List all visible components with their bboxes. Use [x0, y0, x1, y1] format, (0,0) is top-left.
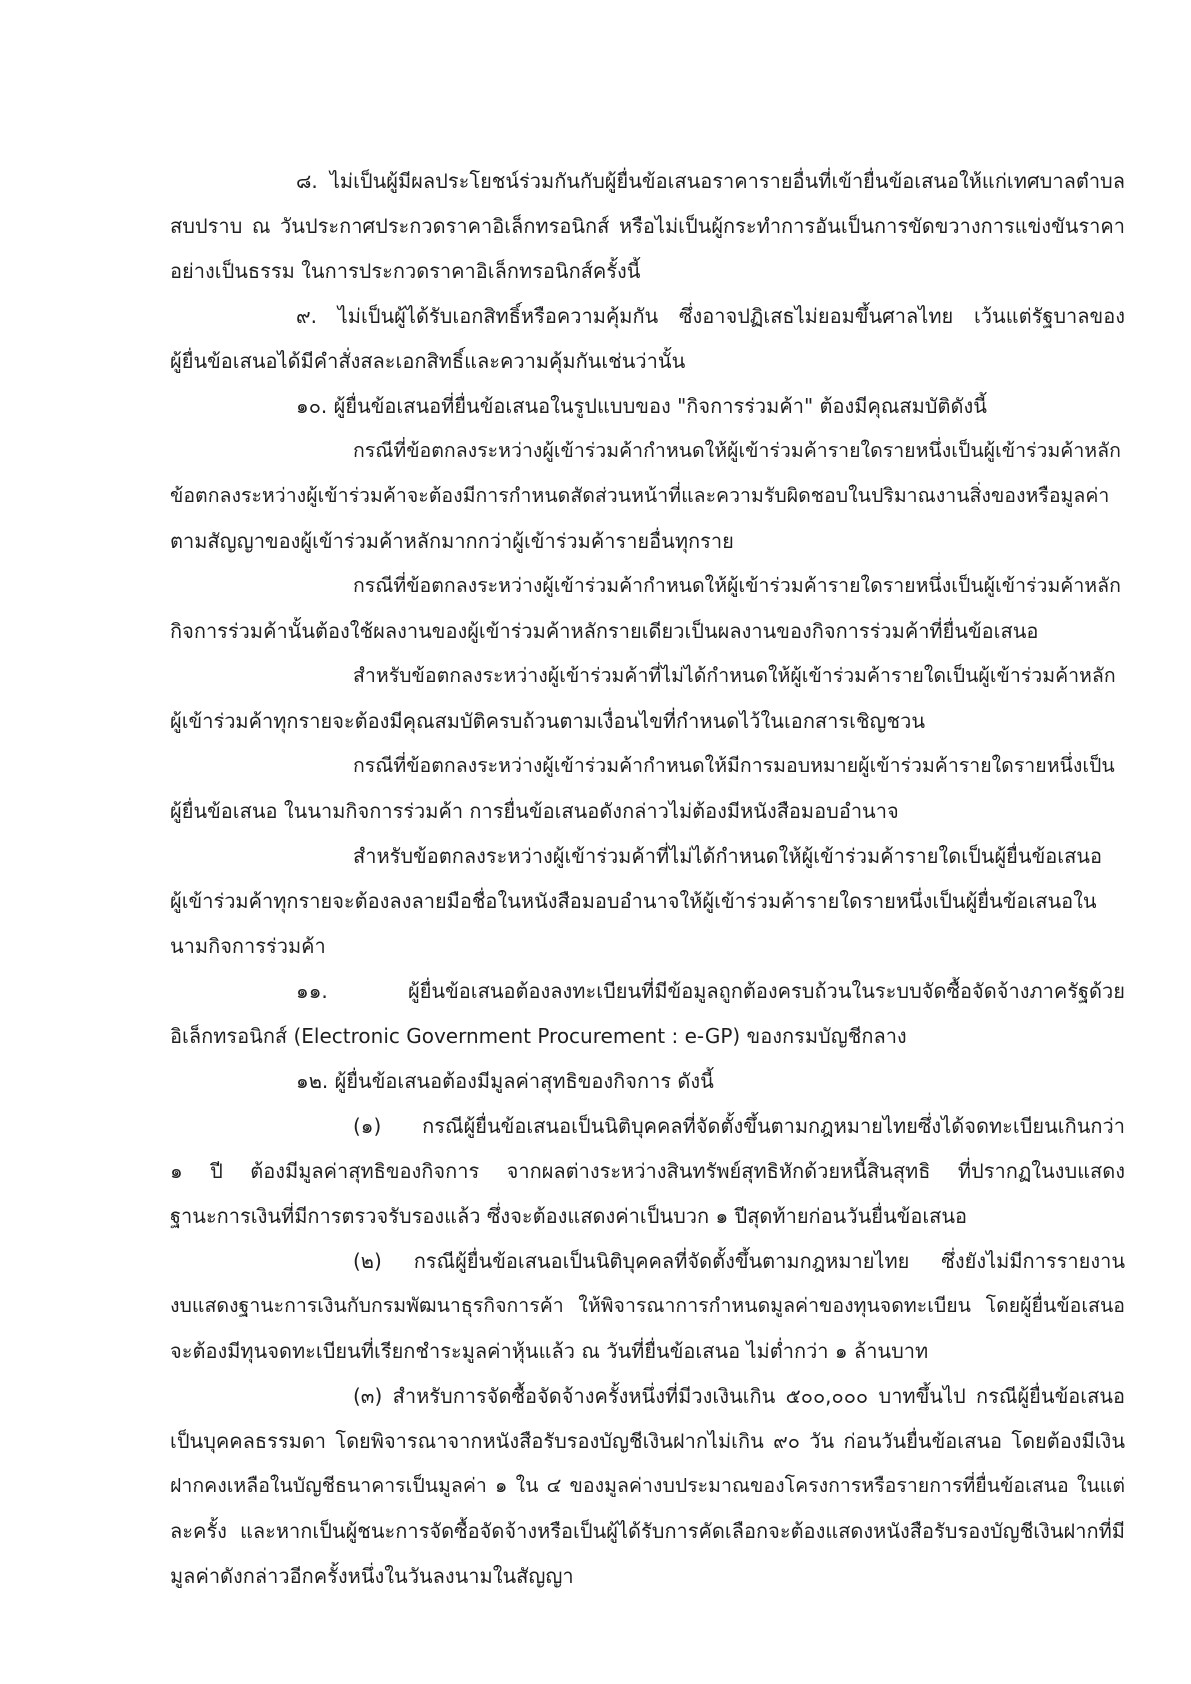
clause-10-para-1-line-2: ข้อตกลงระหว่างผู้เข้าร่วมค้าจะต้องมีการกำหนดสัดส่วนหน้าที่และความรับผิดชอบในปริมาณงานสิ่งของหรือมูลค่า [170, 484, 1110, 507]
clause-9-line-2: ผู้ยื่นข้อเสนอได้มีคำสั่งสละเอกสิทธิ์และความคุ้มกันเช่นว่านั้น [170, 349, 686, 373]
clause-9-line-1: ๙. ไม่เป็นผู้ได้รับเอกสิทธิ์หรือความคุ้มกัน ซึ่งอาจปฏิเสธไม่ยอมขึ้นศาลไทย เว้นแต่รัฐบาลของ [296, 304, 1125, 328]
clause-12-item-3-line-4: ละครั้ง และหากเป็นผู้ชนะการจัดซื้อจัดจ้างหรือเป็นผู้ได้รับการคัดเลือกจะต้องแสดงหนังสือรับรองบัญชีเงินฝากที่มี [170, 1519, 1125, 1543]
clause-10-para-1-line-1: กรณีที่ข้อตกลงระหว่างผู้เข้าร่วมค้ากำหนดให้ผู้เข้าร่วมค้ารายใดรายหนึ่งเป็นผู้เข้าร่วมค้าหลัก [353, 439, 1121, 462]
clause-8-line-1: ๘. ไม่เป็นผู้มีผลประโยชน์ร่วมกันกับผู้ยื่นข้อเสนอราคารายอื่นที่เข้ายื่นข้อเสนอให้แก่เทศบาลตำบล [296, 169, 1125, 193]
clause-10-para-5-line-1: สำหรับข้อตกลงระหว่างผู้เข้าร่วมค้าที่ไม่ได้กำหนดให้ผู้เข้าร่วมค้ารายใดเป็นผู้ยื่นข้อเสนอ [353, 844, 1102, 868]
clause-10-para-2-line-1: กรณีที่ข้อตกลงระหว่างผู้เข้าร่วมค้ากำหนดให้ผู้เข้าร่วมค้ารายใดรายหนึ่งเป็นผู้เข้าร่วมค้าหลัก [353, 574, 1121, 597]
clause-12-item-3-line-1: (๓) สำหรับการจัดซื้อจัดจ้างครั้งหนึ่งที่มีวงเงินเกิน ๕๐๐,๐๐๐ บาทขึ้นไป กรณีผู้ยื่นข้อเสนอ [353, 1384, 1125, 1408]
clause-10-heading: ๑๐. ผู้ยื่นข้อเสนอที่ยื่นข้อเสนอในรูปแบบของ "กิจการร่วมค้า" ต้องมีคุณสมบัติดังนี้ [296, 394, 987, 418]
clause-10-para-1-line-3: ตามสัญญาของผู้เข้าร่วมค้าหลักมากกว่าผู้เข้าร่วมค้ารายอื่นทุกราย [170, 529, 734, 553]
clause-12-heading: ๑๒. ผู้ยื่นข้อเสนอต้องมีมูลค่าสุทธิของกิจการ ดังนี้ [296, 1069, 714, 1093]
clause-12-item-3-line-5: มูลค่าดังกล่าวอีกครั้งหนึ่งในวันลงนามในสัญญา [170, 1564, 574, 1588]
clause-12-item-2-line-3: จะต้องมีทุนจดทะเบียนที่เรียกชำระมูลค่าหุ้นแล้ว ณ วันที่ยื่นข้อเสนอ ไม่ต่ำกว่า ๑ ล้านบาท [170, 1339, 929, 1363]
clause-8-line-3: อย่างเป็นธรรม ในการประกวดราคาอิเล็กทรอนิกส์ครั้งนี้ [170, 259, 641, 283]
clause-10-para-5-line-2: ผู้เข้าร่วมค้าทุกรายจะต้องลงลายมือชื่อในหนังสือมอบอำนาจให้ผู้เข้าร่วมค้ารายใดรายหนึ่งเป็นผู้ยื่นข้อเสนอใน [170, 889, 1097, 913]
clause-10-para-5-line-3: นามกิจการร่วมค้า [170, 934, 326, 958]
clause-10-para-4-line-1: กรณีที่ข้อตกลงระหว่างผู้เข้าร่วมค้ากำหนดให้มีการมอบหมายผู้เข้าร่วมค้ารายใดรายหนึ่งเป็น [353, 754, 1115, 777]
clause-12-item-1-line-3: ฐานะการเงินที่มีการตรวจรับรองแล้ว ซึ่งจะต้องแสดงค่าเป็นบวก ๑ ปีสุดท้ายก่อนวันยื่นข้อเสนอ [170, 1204, 968, 1228]
clause-10-para-3-line-1: สำหรับข้อตกลงระหว่างผู้เข้าร่วมค้าที่ไม่ได้กำหนดให้ผู้เข้าร่วมค้ารายใดเป็นผู้เข้าร่วมค้าหลัก [353, 664, 1116, 687]
clause-12-item-3-line-3: ฝากคงเหลือในบัญชีธนาคารเป็นมูลค่า ๑ ใน ๔ ของมูลค่างบประมาณของโครงการหรือรายการที่ยื่นข้อเสนอ ในแต่ [170, 1474, 1125, 1497]
clause-10-para-3-line-2: ผู้เข้าร่วมค้าทุกรายจะต้องมีคุณสมบัติครบถ้วนตามเงื่อนไขที่กำหนดไว้ในเอกสารเชิญชวน [170, 709, 926, 733]
clause-12-item-2-line-1: (๒) กรณีผู้ยื่นข้อเสนอเป็นนิติบุคคลที่จัดตั้งขึ้นตามกฎหมายไทย ซึ่งยังไม่มีการรายงาน [353, 1249, 1125, 1273]
clause-12-item-1-line-2: ๑ ปี ต้องมีมูลค่าสุทธิของกิจการ จากผลต่างระหว่างสินทรัพย์สุทธิหักด้วยหนี้สินสุทธิ ที่ปรากฏในงบแสดง [170, 1159, 1125, 1183]
clause-11-line-2: อิเล็กทรอนิกส์ (Electronic Government Procurement : e-GP) ของกรมบัญชีกลาง [170, 1024, 907, 1048]
clause-8-line-2: สบปราบ ณ วันประกาศประกวดราคาอิเล็กทรอนิกส์ หรือไม่เป็นผู้กระทำการอันเป็นการขัดขวางการแข่งขันราคา [170, 214, 1125, 238]
clause-10-para-4-line-2: ผู้ยื่นข้อเสนอ ในนามกิจการร่วมค้า การยื่นข้อเสนอดังกล่าวไม่ต้องมีหนังสือมอบอำนาจ [170, 799, 899, 823]
clause-12-item-1-line-1: (๑) กรณีผู้ยื่นข้อเสนอเป็นนิติบุคคลที่จัดตั้งขึ้นตามกฎหมายไทยซึ่งได้จดทะเบียนเกินกว่า [353, 1114, 1125, 1138]
clause-12-item-3-line-2: เป็นบุคคลธรรมดา โดยพิจารณาจากหนังสือรับรองบัญชีเงินฝากไม่เกิน ๙๐ วัน ก่อนวันยื่นข้อเสนอ โดยต้องมีเงิน [170, 1429, 1125, 1453]
clause-11-line-1: ๑๑. ผู้ยื่นข้อเสนอต้องลงทะเบียนที่มีข้อมูลถูกต้องครบถ้วนในระบบจัดซื้อจัดจ้างภาครัฐด้วย [296, 979, 1125, 1003]
clause-12-item-2-line-2: งบแสดงฐานะการเงินกับกรมพัฒนาธุรกิจการค้า ให้พิจารณาการกำหนดมูลค่าของทุนจดทะเบียน โดยผู้ยื่นข้อเสนอ [170, 1294, 1125, 1317]
clause-10-para-2-line-2: กิจการร่วมค้านั้นต้องใช้ผลงานของผู้เข้าร่วมค้าหลักรายเดียวเป็นผลงานของกิจการร่วมค้าที่ยื่นข้อเสนอ [170, 619, 1039, 643]
